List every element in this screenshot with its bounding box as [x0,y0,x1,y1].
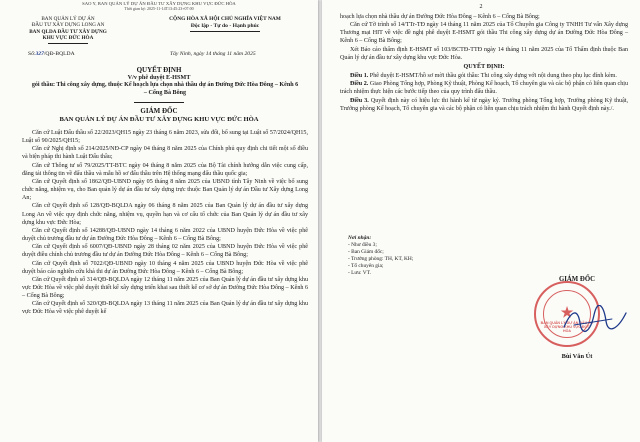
legal-basis-paragraph: Căn cứ Nghị định số 214/2025/NĐ-CP ngày 04 tháng 8 năm 2025 của Chính phủ quy định chi tiết một số điều và biện pháp thi hành Luật Đấu thầu; [22,146,308,161]
recipient-item: - Lưu: VT. [348,270,371,276]
legal-basis-paragraph: Căn cứ Quyết định số 128/QĐ-BQLDA ngày 06 tháng 8 năm 2025 của Ban Quản lý dự án đầu tư xây dựng Long An về việc quy định chức năng, nhiệm vụ, quyền hạn và cơ cấu tổ chức của Ban Quản lý dự án đầu tư xây dựng khu vực Đức Hòa; [22,203,308,226]
signer-name: Bùi Văn Út [561,353,593,360]
document-subtitle: V/v phê duyệt E-HSMT [127,74,191,81]
legal-basis-list [22,129,308,317]
article-2-text: Giao Phòng Tổng hợp, Phòng Kỹ thuật, Phòng Kế hoạch, Tổ chuyên gia và các bộ phận có liên quan chịu trách nhiệm thực hiện các bước tiếp theo của quy trình đấu thầu. [340,81,629,96]
article-1 [340,72,628,80]
org-name-line-1: BAN QLDA ĐẦU TƯ XÂY DỰNG [29,28,107,35]
handwritten-signature-icon [560,305,630,335]
legal-basis-paragraph: Căn cứ Tờ trình số 14/TTr-TĐ ngày 14 tháng 11 năm 2025 của Tổ Chuyên gia Công ty TNHH Tư vấn Xây dựng Thương mại HIT về việc đề nghị phê duyệt E-HSMT gói thầu Thi công xây dựng dự án Đường Đức Hòa Đông – Kênh 6 – Cống Bà Bông; [340,22,628,45]
page-number: 2 [479,4,483,10]
legal-basis-paragraph: Xét Báo cáo thẩm định E-HSMT số 103/BCTĐ-TTĐ ngày 14 tháng 11 năm 2025 của Tổ Thẩm định thuộc Ban Quản lý dự án đầu tư xây dựng khu vực Đức Hòa. [340,46,628,61]
legal-basis-paragraph: Căn cứ Luật Đấu thầu số 22/2023/QH15 ngày 23 tháng 6 năm 2023, sửa đổi, bổ sung tại Luật số 57/2024/QH15, Luật số 90/2025/QH15; [22,130,308,145]
recipients-block [348,235,413,277]
so-number: 327 [35,51,44,57]
article-2-label: Điều 2. [350,81,369,88]
motto-underline [190,31,260,32]
national-motto: Độc lập - Tự do - Hạnh phúc [190,23,260,29]
article-1-text: Phê duyệt E-HSMT/hồ sơ mời thầu gói thầu: Thi công xây dựng với nội dung theo phụ lục đính kèm. [368,73,617,80]
signer-title: GIÁM ĐỐC [558,276,596,283]
document-page-1 [0,0,318,442]
so-prefix: Số: [28,51,36,57]
title-underline [134,102,184,103]
legal-basis-continuation: hoạch lựa chọn nhà thầu dự án Đường Đức Hòa Đông – Kênh 6 – Cống Bà Bông; [340,14,540,20]
digital-signature-banner [0,0,318,12]
banner-line-2: Thời gian ký: 2025-11-14T13:45:23+07:00 [124,6,194,11]
recipient-item: - Trưởng phòng: TH, KT, KH; [348,256,414,262]
recipient-item: - Như điều 3; [348,242,377,248]
recipients-header: Nơi nhận: [348,235,372,241]
legal-basis-paragraph: Căn cứ Quyết định số 14288/QĐ-UBND ngày 14 tháng 6 năm 2022 của UBND huyện Đức Hòa về việc phê duyệt chủ trương đầu tư dự án Đường Đức Hòa Đông – Kênh 6 – Cống Bà Bông; [22,227,308,243]
place-date-line: Tây Ninh, ngày 14 tháng 11 năm 2025 [170,51,256,57]
seal-text: BAN QUẢN LÝ DỰ ÁN ĐẦU TƯ XÂY DỰNG KHU VỰC ĐỨC HÒA [540,321,594,334]
recipient-item: - Tổ chuyên gia; [348,263,384,269]
legal-basis-paragraph: Căn cứ Quyết định số 6007/QĐ-UBND ngày 28 tháng 02 năm 2025 của UBND huyện Đức Hòa về việc phê duyệt điều chỉnh chủ trương đầu tư dự án Đường Đức Hòa Đông – Kênh 6 – Cống Bà Bông; [22,244,308,259]
banner-line-1: SAO Y, BAN QUẢN LÝ DỰ ÁN ĐẦU TƯ XÂY DỰNG KHU VỰC ĐỨC HÒA [82,1,236,6]
article-2 [340,80,628,96]
legal-basis-paragraph: Căn cứ Quyết định số 320/QĐ-BQLDA ngày 13 tháng 11 năm 2025 của Ban Quản lý dự án đầu tư xây dựng khu vực Đức Hòa về việc phê duyệt kế [22,301,308,316]
legal-basis-paragraph: Căn cứ Quyết định số 314/QĐ-BQLDA ngày 12 tháng 11 năm 2025 của Ban Quản lý dự án đầu tư xây dựng khu vực Đức Hòa về việc phê duyệt thiết kế xây dựng triển khai sau thiết kế cơ sở dự án Đường Đức Hòa Đông – Kênh 6 – Cống Bà Bông; [22,276,308,300]
decides-heading: QUYẾT ĐỊNH: [463,63,505,70]
document-page-2 [322,0,640,442]
org-underline [48,43,88,44]
nation-name: CỘNG HÒA XÃ HỘI CHỦ NGHĨA VIỆT NAM [169,16,281,22]
issuer-organization: BAN QUẢN LÝ DỰ ÁN ĐẦU TƯ XÂY DỰNG KHU VỰC ĐỨC HÒA [59,116,259,123]
seal-star-icon: ★ [560,306,574,321]
decision-number [28,51,75,57]
issuing-org-header [18,16,118,43]
legal-basis-paragraph: Căn cứ Quyết định số 1862/QĐ-UBND ngày 05 tháng 8 năm 2025 của UBND tỉnh Tây Ninh về việc bổ sung chức năng, nhiệm vụ, cho Ban quản lý dự án đầu tư xây dựng trực thuộc Ban Quản lý dự án Đầu tư Xây dựng Long An; [22,178,308,202]
org-name-line-2: KHU VỰC ĐỨC HÒA [42,35,94,42]
so-suffix: /QĐ-BQLDA [43,51,75,57]
article-3 [340,97,628,113]
national-header [150,16,300,32]
org-parent-line-1: BAN QUẢN LÝ DỰ ÁN [41,16,95,22]
recipient-item: - Ban Giám đốc; [348,249,384,255]
page2-body [340,13,628,113]
package-description: gói thầu: Thi công xây dựng, thuộc Kế hoạch lựa chọn nhà thầu dự án Đường Đức Hòa Đông – Kênh 6 – Cống Bà Bông [31,82,299,96]
article-1-label: Điều 1. [350,73,369,80]
legal-basis-paragraph: Căn cứ Quyết định số 7022/QĐ-UBND ngày 10 tháng 4 năm 2025 của UBND huyện Đức Hòa về việc phê duyệt báo cáo nghiên cứu khả thi dự án Đường Đức Hòa Đông – Kênh 6 – Cống Bà Bông; [22,260,308,275]
issuer-title: GIÁM ĐỐC [140,107,178,115]
document-title: QUYẾT ĐỊNH [136,66,182,74]
article-3-text: Quyết định này có hiệu lực thi hành kể từ ngày ký. Trưởng phòng Tổng hợp, Trưởng phòng Kỹ thuật, Trưởng phòng Kế hoạch, Tổ chuyên gia và các bộ phận có liên quan chịu trách nhiệm thi hành Quyết định này./. [340,97,629,112]
article-3-label: Điều 3. [350,97,369,104]
legal-basis-paragraph: Căn cứ Thông tư số 79/2025/TT-BTC ngày 04 tháng 8 năm 2025 của Bộ Tài chính hướng dẫn việc cung cấp, đăng tải thông tin về đấu thầu và mẫu hồ sơ đấu thầu trên Hệ thống mạng đấu thầu quốc gia; [22,162,308,177]
org-parent-line-2: ĐẦU TƯ XÂY DỰNG LONG AN [31,22,105,29]
